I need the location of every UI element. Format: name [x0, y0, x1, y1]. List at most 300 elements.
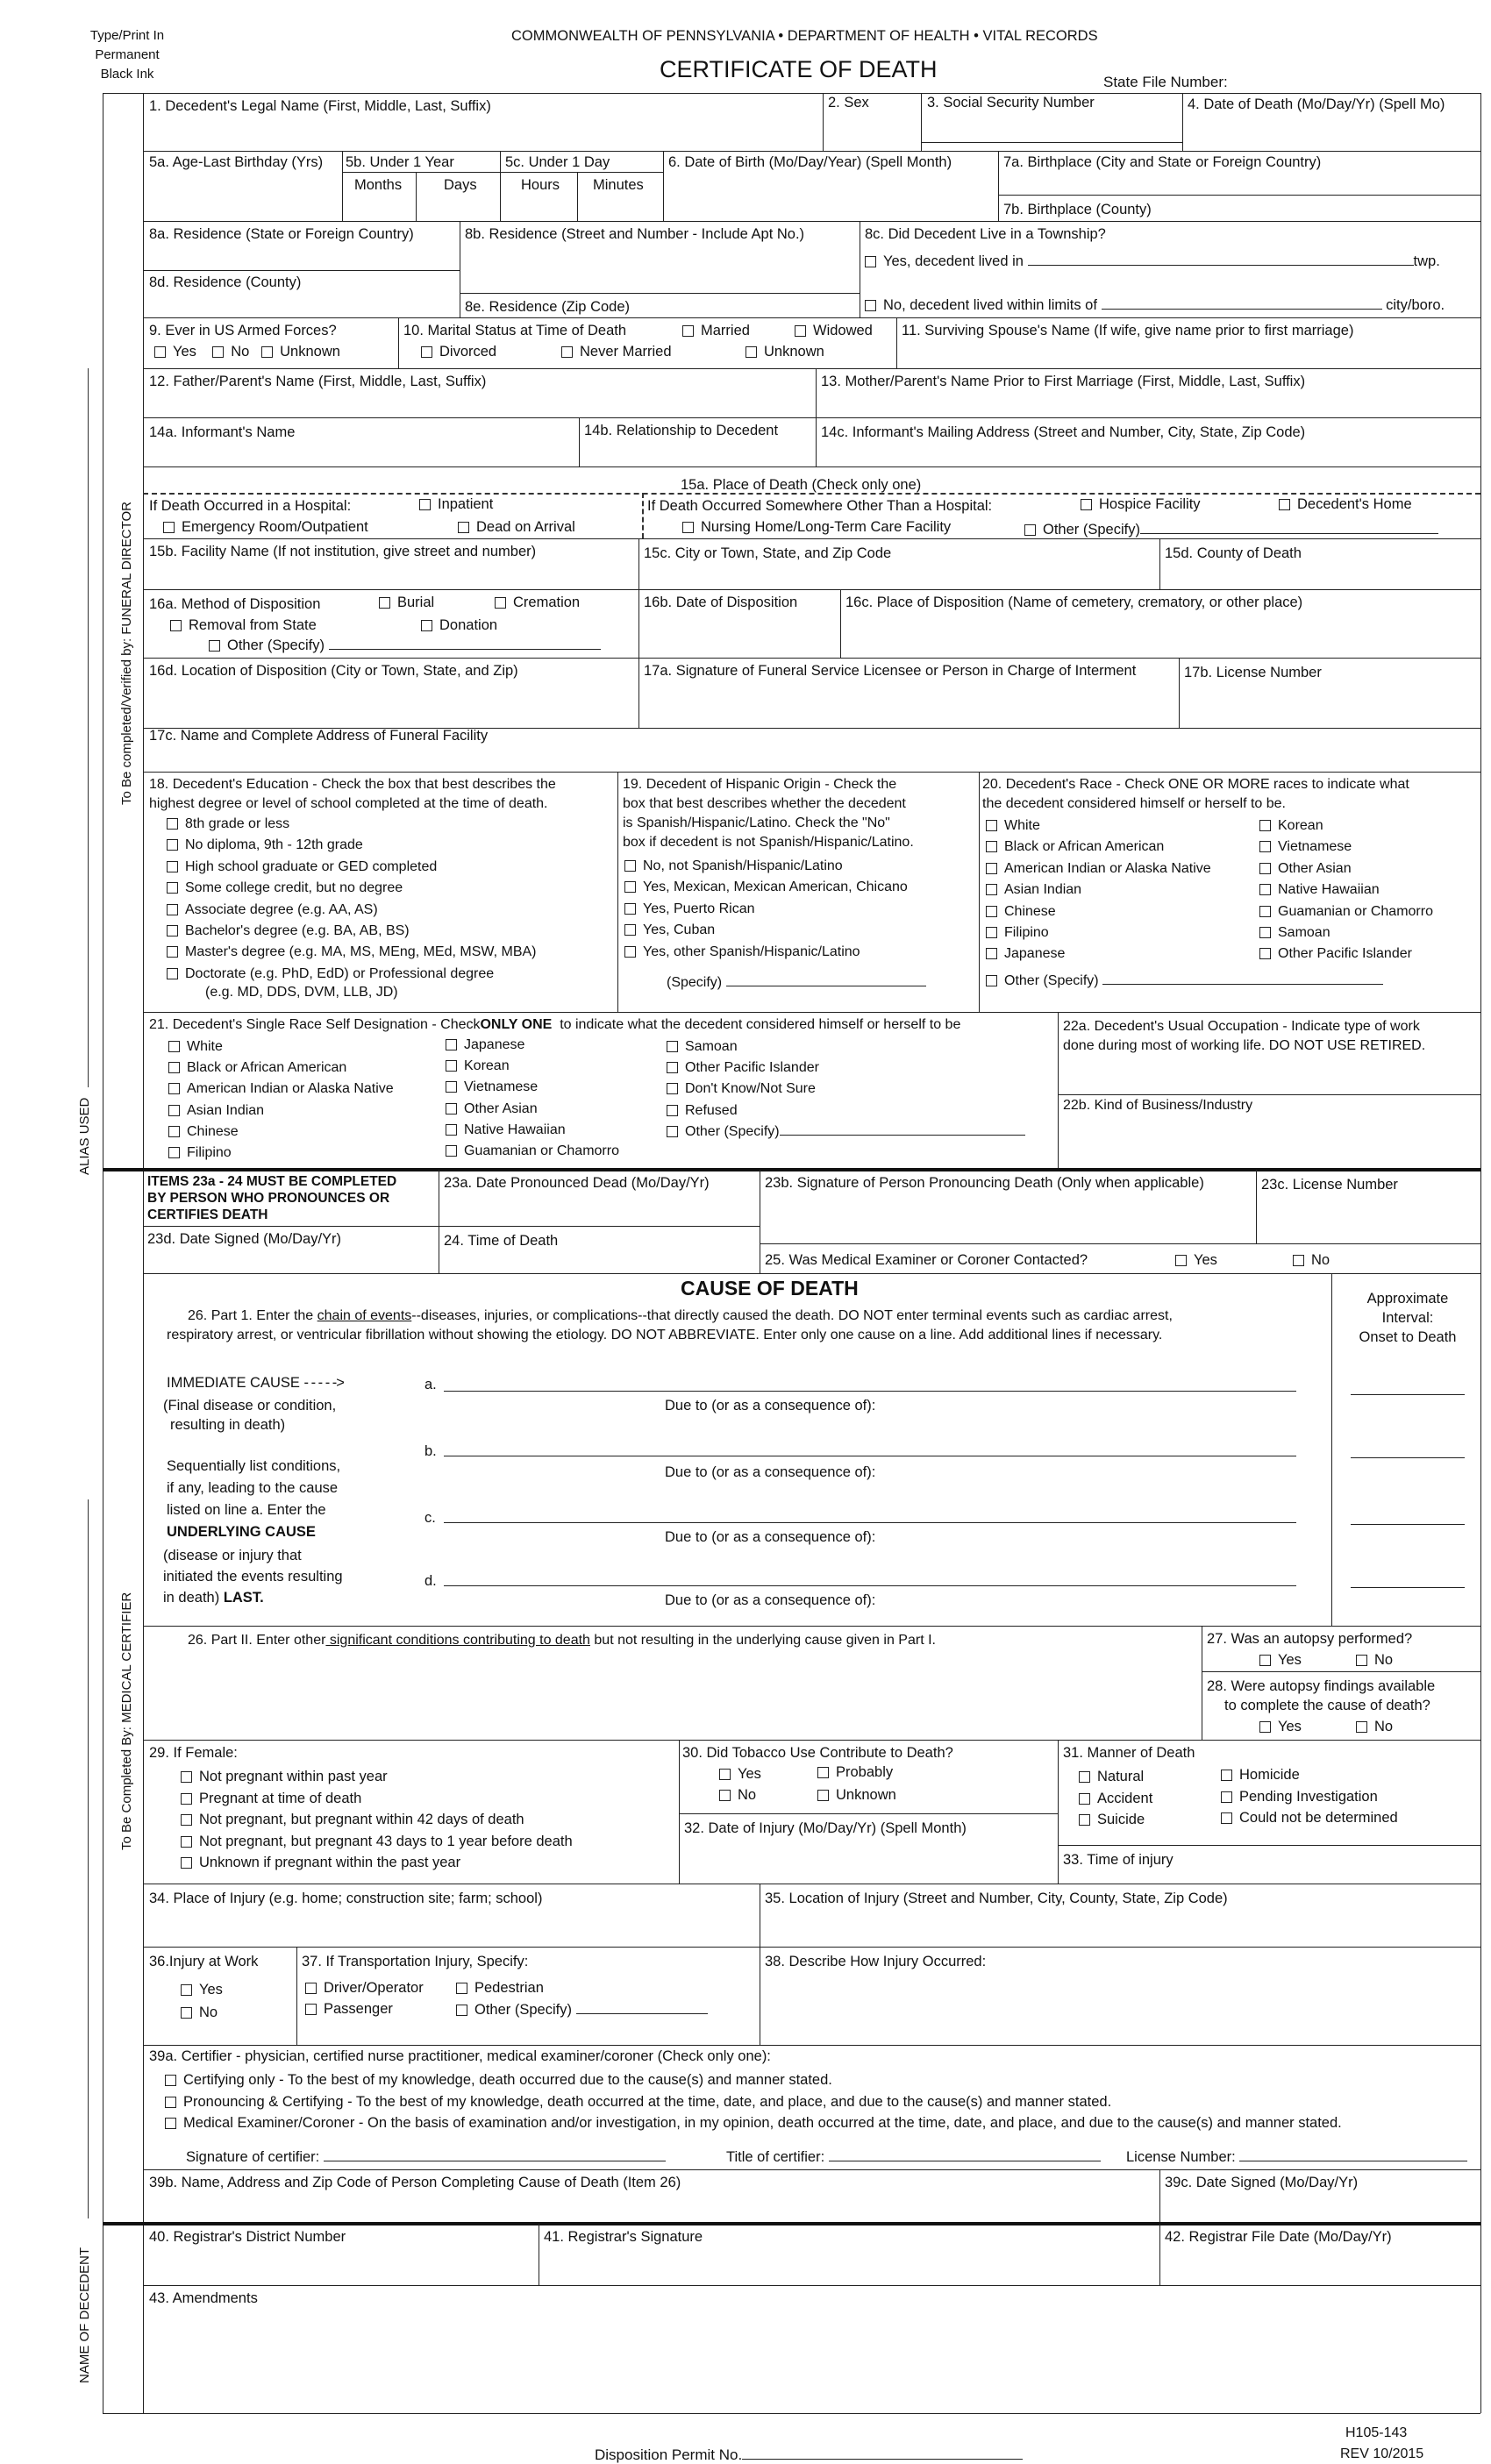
agency-header: COMMONWEALTH OF PENNSYLVANIA • DEPARTMENT OF HEALTH • VITAL RECORDS: [511, 28, 1098, 44]
race-option[interactable]: [1259, 922, 1433, 944]
field-17a-signature[interactable]: 17a. Signature of Funeral Service Licensee or Person in Charge of Interment: [644, 663, 1137, 679]
state-file-label: State File Number:: [1103, 74, 1228, 90]
place-inpatient[interactable]: [419, 496, 493, 513]
preg-option[interactable]: [181, 1809, 573, 1831]
label: Burial: [397, 595, 435, 610]
tobacco-probably[interactable]: [817, 1764, 893, 1781]
due-to-a: Due to (or as a consequence of):: [665, 1398, 876, 1414]
label: Not pregnant, but pregnant 43 days to 1 year before death: [199, 1833, 573, 1849]
label: No: [1311, 1252, 1330, 1268]
trans-pedestrian[interactable]: [456, 1980, 544, 1997]
edu-option[interactable]: [167, 942, 537, 963]
marital-unknown[interactable]: [746, 344, 824, 360]
edu-option[interactable]: [167, 814, 537, 835]
label: --diseases, injuries, or complications--that directly caused the death. DO NOT enter terminal events such as cardiac arrest,: [411, 1308, 1173, 1323]
field-5a-age[interactable]: 5a. Age-Last Birthday (Yrs): [149, 154, 324, 170]
label: No: [199, 2005, 218, 2020]
race-option[interactable]: [986, 837, 1211, 858]
due-to-c: Due to (or as a consequence of):: [665, 1529, 876, 1545]
work-no[interactable]: [181, 2005, 218, 2021]
label: White: [187, 1039, 223, 1054]
label: Korean: [1278, 818, 1323, 833]
page-title: CERTIFICATE OF DEATH: [660, 56, 938, 82]
field-23c-license[interactable]: 23c. License Number: [1261, 1177, 1398, 1193]
side-funeral-director: To Be completed/Verified by: FUNERAL DIRECTOR: [119, 502, 134, 805]
edu-option[interactable]: [167, 900, 537, 921]
manner-option[interactable]: [1079, 1809, 1152, 1831]
disp-donation[interactable]: [421, 617, 497, 634]
field-23b-signature[interactable]: 23b. Signature of Person Pronouncing Death (Only when applicable): [765, 1175, 1204, 1191]
race-option[interactable]: [1259, 901, 1433, 922]
place-doa[interactable]: [458, 519, 575, 536]
label: Yes: [199, 1982, 223, 1998]
label: Sequentially list conditions,: [167, 1458, 341, 1474]
field-7a-birthplace[interactable]: 7a. Birthplace (City and State or Foreign Country): [1003, 154, 1322, 170]
tobacco-yes[interactable]: [719, 1766, 761, 1783]
label: Inpatient: [438, 496, 494, 512]
label: Other (Specify): [1043, 522, 1140, 538]
hisp-option[interactable]: [624, 877, 908, 898]
field-7b-birthplace-county[interactable]: 7b. Birthplace (County): [1003, 202, 1152, 217]
manner-option[interactable]: [1221, 1764, 1398, 1786]
field-41-registrar-signature[interactable]: 41. Registrar's Signature: [544, 2229, 703, 2245]
education-options: [167, 814, 537, 1001]
hisp-option[interactable]: [624, 920, 908, 941]
field-12-father[interactable]: 12. Father/Parent's Name (First, Middle, Last, Suffix): [149, 374, 487, 389]
race21-col2: [446, 1035, 619, 1162]
label: Unknown: [280, 344, 340, 360]
field-22b-business[interactable]: 22b. Kind of Business/Industry: [1063, 1098, 1253, 1113]
label: Asian Indian: [1004, 882, 1082, 898]
ink-note-line: Permanent: [95, 47, 160, 62]
interval-line-a[interactable]: [1351, 1394, 1465, 1395]
label: Dead on Arrival: [476, 519, 575, 535]
field-27-autopsy: 27. Was an autopsy performed?: [1207, 1631, 1413, 1647]
edu-option[interactable]: [167, 964, 537, 985]
race21-option[interactable]: [667, 1058, 1025, 1079]
label: significant conditions contributing to death: [325, 1633, 590, 1648]
interval-line-b[interactable]: [1351, 1457, 1465, 1458]
race21-option[interactable]: [667, 1122, 1025, 1143]
field-10-marital: 10. Marital Status at Time of Death: [403, 323, 627, 338]
hisp-option[interactable]: [624, 856, 908, 877]
label: Master's degree (e.g. MA, MS, MEng, MEd, MSW, MBA): [185, 944, 537, 960]
hisp-option[interactable]: [624, 899, 908, 920]
side-medical-certifier: To Be Completed By: MEDICAL CERTIFIER: [119, 1592, 134, 1850]
field-29-if-female: 29. If Female:: [149, 1745, 238, 1761]
label: 20. Decedent's Race - Check ONE OR MORE races to indicate what: [982, 777, 1409, 792]
race21-col3: [667, 1036, 1025, 1143]
field-18-education: [149, 775, 556, 814]
label: to complete the cause of death?: [1224, 1698, 1430, 1713]
label: done during most of working life. DO NOT USE RETIRED.: [1063, 1038, 1426, 1053]
field-17b-license[interactable]: 17b. License Number: [1184, 665, 1322, 680]
preg-option[interactable]: [181, 1788, 573, 1810]
race-option[interactable]: [986, 922, 1211, 944]
me-yes[interactable]: [1175, 1252, 1217, 1269]
field-38-how-injury[interactable]: 38. Describe How Injury Occurred:: [765, 1954, 987, 1969]
label: Emergency Room/Outpatient: [182, 519, 368, 535]
label: Natural: [1097, 1769, 1145, 1784]
hospital-label: If Death Occurred in a Hospital:: [149, 498, 352, 514]
race21-option[interactable]: [446, 1120, 619, 1141]
label: 26. Part II. Enter other: [188, 1633, 326, 1648]
cert-option[interactable]: [165, 2069, 1342, 2091]
field-2-sex[interactable]: 2. Sex: [828, 95, 869, 110]
field-24-time-of-death[interactable]: 24. Time of Death: [444, 1233, 559, 1249]
field-25-medical-examiner: 25. Was Medical Examiner or Coroner Contacted?: [765, 1252, 1088, 1268]
label: Japanese: [1004, 946, 1066, 962]
certifier-options: [165, 2069, 1342, 2134]
trans-passenger[interactable]: [305, 2001, 393, 2018]
race21-option[interactable]: [168, 1058, 394, 1079]
field-8e-zip[interactable]: 8e. Residence (Zip Code): [465, 299, 631, 315]
field-32-date-of-injury[interactable]: 32. Date of Injury (Mo/Day/Yr) (Spell Month): [684, 1820, 967, 1836]
label: No diploma, 9th - 12th grade: [185, 837, 363, 853]
field-39c-date-signed[interactable]: 39c. Date Signed (Mo/Day/Yr): [1165, 2175, 1359, 2190]
field-16d-location[interactable]: 16d. Location of Disposition (City or Town, State, and Zip): [149, 663, 518, 679]
autopsy-no[interactable]: [1356, 1652, 1393, 1669]
cause-line-d[interactable]: [444, 1585, 1296, 1586]
race21-option[interactable]: [667, 1100, 1025, 1122]
cause-line-a[interactable]: [444, 1391, 1296, 1392]
field-39b-person-completing[interactable]: 39b. Name, Address and Zip Code of Person Completing Cause of Death (Item 26): [149, 2175, 681, 2190]
field-8c-yes[interactable]: [865, 253, 1440, 270]
label: Medical Examiner/Coroner - On the basis of examination and/or investigation, in my opinion, death occurred at the time, date, and place, and due to the cause(s) and manner stated.: [183, 2115, 1342, 2131]
edu-option-cont: (e.g. MD, DDS, DVM, LLB, JD): [205, 985, 398, 1001]
hisp-option[interactable]: [624, 942, 908, 963]
label: Native Hawaiian: [1278, 882, 1380, 898]
field-5c-minutes[interactable]: Minutes: [593, 177, 644, 193]
ink-note-line: Type/Print In: [89, 28, 165, 43]
field-17c-funeral-facility[interactable]: 17c. Name and Complete Address of Funeral Facility: [149, 728, 489, 744]
label: Unknown if pregnant within the past year: [199, 1855, 461, 1870]
me-no[interactable]: [1293, 1252, 1330, 1269]
cert-option[interactable]: [165, 2112, 1342, 2134]
marital-divorced[interactable]: [421, 344, 496, 360]
label: Approximate: [1366, 1291, 1449, 1307]
label: listed on line a. Enter the: [167, 1502, 326, 1518]
field-15c-city[interactable]: 15c. City or Town, State, and Zip Code: [644, 545, 892, 561]
label: initiated the events resulting: [163, 1569, 343, 1585]
race21-option[interactable]: [446, 1056, 619, 1077]
label: Married: [701, 323, 750, 338]
checkbox[interactable]: [865, 256, 876, 267]
tobacco-no[interactable]: [719, 1787, 756, 1804]
field-5b-days[interactable]: Days: [444, 177, 477, 193]
field-23a-date-pronounced[interactable]: 23a. Date Pronounced Dead (Mo/Day/Yr): [444, 1175, 710, 1191]
items-23-notice: [147, 1173, 396, 1223]
label: Yes, Mexican, Mexican American, Chicano: [643, 879, 908, 895]
field-19-hispanic: [623, 775, 914, 852]
field-8c-no[interactable]: [865, 296, 1445, 314]
label: CERTIFIES DEATH: [147, 1207, 268, 1222]
label: Yes: [738, 1766, 761, 1782]
race-option[interactable]: [986, 858, 1211, 879]
field-20-race: [982, 775, 1409, 814]
label: 19. Decedent of Hispanic Origin - Check the: [623, 777, 897, 792]
field-28-autopsy-findings: [1207, 1677, 1435, 1715]
cause-line-c[interactable]: [444, 1522, 1296, 1523]
field-16c-place-disposition[interactable]: 16c. Place of Disposition (Name of cemetery, crematory, or other place): [845, 595, 1303, 610]
field-8d-residence-county[interactable]: 8d. Residence (County): [149, 274, 302, 290]
line-b-marker: b.: [424, 1443, 437, 1459]
part1-instructions-2: respiratory arrest, or ventricular fibrillation without showing the etiology. DO NOT ABBREVIATE. Enter only one cause on a line. Add additional lines if necessary.: [167, 1328, 1163, 1342]
label: Other Asian: [464, 1100, 538, 1116]
label: box if decedent is not Spanish/Hispanic/Latino.: [623, 835, 914, 850]
label: 28. Were autopsy findings available: [1207, 1678, 1436, 1694]
label: Yes: [1278, 1719, 1302, 1734]
edu-option[interactable]: [167, 857, 537, 878]
interval-line-c[interactable]: [1351, 1524, 1465, 1525]
other-place-label: If Death Occurred Somewhere Other Than a Hospital:: [647, 498, 993, 514]
field-16b-date-disposition[interactable]: 16b. Date of Disposition: [644, 595, 798, 610]
field-43-amendments[interactable]: 43. Amendments: [149, 2290, 258, 2306]
autopsy-yes[interactable]: [1259, 1652, 1302, 1669]
label: Native Hawaiian: [464, 1122, 566, 1137]
hispanic-options: [624, 856, 908, 963]
place-nursing-home[interactable]: [682, 519, 951, 536]
label: Other (Specify): [1004, 973, 1099, 988]
edu-option[interactable]: [167, 878, 537, 899]
label: Yes: [173, 344, 196, 360]
signature-of-certifier[interactable]: [186, 2148, 666, 2166]
race-other[interactable]: [986, 972, 1383, 989]
label: Refused: [685, 1102, 738, 1118]
disp-other[interactable]: [209, 637, 601, 654]
label: Some college credit, but no degree: [185, 880, 403, 896]
label: 8th grade or less: [185, 816, 290, 831]
manner-option[interactable]: [1079, 1788, 1152, 1810]
field-5b-months[interactable]: Months: [354, 177, 403, 193]
trans-driver[interactable]: [305, 1980, 424, 1997]
label: Yes: [1278, 1652, 1302, 1668]
race21-option[interactable]: [446, 1099, 619, 1120]
tobacco-unknown[interactable]: [817, 1787, 896, 1804]
field-4-date-of-death[interactable]: 4. Date of Death (Mo/Day/Yr) (Spell Mo): [1188, 96, 1445, 112]
label: Cremation: [513, 595, 581, 610]
label: Removal from State: [189, 617, 317, 633]
race-option[interactable]: [986, 815, 1211, 837]
label: Nursing Home/Long-Term Care Facility: [701, 519, 952, 535]
field-40-district-number[interactable]: 40. Registrar's District Number: [149, 2229, 346, 2245]
label: 18. Decedent's Education - Check the box that best describes the: [149, 777, 556, 792]
work-yes[interactable]: [181, 1982, 223, 1998]
edu-option[interactable]: [167, 921, 537, 942]
label: Suicide: [1097, 1812, 1145, 1827]
label: Not pregnant within past year: [199, 1769, 388, 1784]
part2-instructions[interactable]: [188, 1633, 936, 1649]
disp-burial[interactable]: [379, 595, 434, 611]
label: Black or African American: [1004, 839, 1165, 855]
title-of-certifier[interactable]: [726, 2148, 1101, 2166]
field-31-manner: 31. Manner of Death: [1063, 1745, 1195, 1761]
preg-option[interactable]: [181, 1831, 573, 1853]
label: ITEMS 23a - 24 MUST BE COMPLETED: [147, 1174, 397, 1189]
label: Homicide: [1239, 1767, 1300, 1783]
sequential-label: [167, 1456, 340, 1543]
field-11-spouse[interactable]: 11. Surviving Spouse's Name (If wife, give name prior to first marriage): [902, 323, 1354, 338]
race21-option[interactable]: [446, 1077, 619, 1098]
edu-option[interactable]: [167, 835, 537, 856]
cert-option[interactable]: [165, 2091, 1342, 2113]
field-14a-informant[interactable]: 14a. Informant's Name: [149, 424, 296, 440]
label: 26. Part 1. Enter the: [188, 1308, 317, 1323]
race21-option[interactable]: [667, 1079, 1025, 1100]
manner-option[interactable]: [1221, 1786, 1398, 1808]
field-8b-residence-street[interactable]: 8b. Residence (Street and Number - Include Apt No.): [465, 226, 805, 242]
label: chain of events: [317, 1308, 412, 1323]
bottom-border: [103, 2413, 1480, 2414]
label: Not pregnant, but pregnant within 42 days of death: [199, 1812, 524, 1827]
due-to-d: Due to (or as a consequence of):: [665, 1592, 876, 1608]
field-22a-occupation[interactable]: [1063, 1017, 1425, 1056]
disp-cremation[interactable]: [495, 595, 580, 611]
label: Unknown: [836, 1787, 896, 1803]
label: resulting in death): [170, 1417, 286, 1433]
field-15b-facility[interactable]: 15b. Facility Name (If not institution, give street and number): [149, 544, 537, 559]
side-name-of-decedent: NAME OF DECEDENT: [77, 2247, 92, 2383]
label: Driver/Operator: [324, 1980, 424, 1996]
label: No: [738, 1787, 757, 1803]
marital-never-married[interactable]: [561, 344, 672, 360]
form-revision: REV 10/2015: [1340, 2446, 1424, 2461]
field-42-registrar-file-date[interactable]: 42. Registrar File Date (Mo/Day/Yr): [1165, 2229, 1392, 2245]
field-1-legal-name[interactable]: 1. Decedent's Legal Name (First, Middle, Last, Suffix): [149, 98, 491, 114]
race-right-options: [1259, 815, 1433, 965]
label: IMMEDIATE CAUSE: [167, 1375, 300, 1391]
preg-option[interactable]: [181, 1852, 573, 1874]
checkbox[interactable]: [865, 300, 876, 311]
label: Donation: [439, 617, 498, 633]
field-39a-certifier: 39a. Certifier - physician, certified nurse practitioner, medical examiner/coroner (Check only one):: [149, 2048, 771, 2064]
field-5c-hours[interactable]: Hours: [521, 177, 560, 193]
field-34-place-of-injury[interactable]: 34. Place of Injury (e.g. home; construction site; farm; school): [149, 1891, 543, 1906]
race21-option[interactable]: [168, 1079, 394, 1100]
label: Hospice Facility: [1099, 496, 1201, 512]
label: Other (Specify): [685, 1123, 780, 1139]
inner-left-border: [143, 93, 144, 2413]
label: License Number:: [1126, 2149, 1236, 2165]
place-er[interactable]: [163, 519, 368, 536]
hisp-specify[interactable]: [667, 973, 926, 991]
line-a-marker: a.: [424, 1377, 437, 1392]
place-home[interactable]: [1279, 496, 1412, 513]
label: Pedestrian: [474, 1980, 544, 1996]
cause-of-death-title: CAUSE OF DEATH: [681, 1277, 859, 1300]
label: No, not Spanish/Hispanic/Latino: [643, 858, 843, 873]
race-left-options: [986, 815, 1211, 965]
side-alias-used: ALIAS USED: [77, 1097, 92, 1175]
preg-option[interactable]: [181, 1766, 573, 1788]
label: Black or African American: [187, 1060, 347, 1076]
label: Filipino: [187, 1145, 232, 1161]
race-option[interactable]: [1259, 858, 1433, 879]
label: 21. Decedent's Single Race Self Designation - Check: [149, 1017, 481, 1032]
label: highest degree or level of school completed at the time of death.: [149, 796, 548, 811]
immediate-cause-label: IMMEDIATE CAUSE - - - - ->: [167, 1375, 344, 1391]
label: Other (Specify): [474, 2002, 572, 2018]
label: Other Pacific Islander: [1278, 946, 1412, 962]
race21-option[interactable]: [667, 1036, 1025, 1058]
field-23d-date-signed[interactable]: 23d. Date Signed (Mo/Day/Yr): [147, 1231, 342, 1247]
label: Pronouncing & Certifying - To the best of my knowledge, death occurred at the time, date, and place, and due to the cause(s) and manner stated.: [183, 2093, 1112, 2110]
label: Accident: [1097, 1790, 1153, 1806]
field-8a-residence-state[interactable]: 8a. Residence (State or Foreign Country): [149, 226, 414, 242]
findings-no[interactable]: [1356, 1719, 1393, 1735]
label: Vietnamese: [464, 1079, 539, 1095]
field-6-date-of-birth[interactable]: 6. Date of Birth (Mo/Day/Year) (Spell Month): [668, 154, 952, 170]
immediate-cause-sub: [163, 1396, 336, 1435]
label: No, decedent lived within limits of: [883, 297, 1097, 313]
findings-yes[interactable]: [1259, 1719, 1302, 1735]
manner-option[interactable]: [1221, 1807, 1398, 1829]
race21-option[interactable]: [446, 1141, 619, 1162]
field-15a-place-of-death: 15a. Place of Death (Check only one): [681, 477, 922, 493]
field-13-mother[interactable]: 13. Mother/Parent's Name Prior to First Marriage (First, Middle, Last, Suffix): [821, 374, 1306, 389]
label: to indicate what the decedent considered himself or herself to be: [560, 1017, 961, 1032]
race21-option[interactable]: [168, 1036, 394, 1058]
race21-option[interactable]: [446, 1035, 619, 1056]
race-option[interactable]: [1259, 879, 1433, 901]
label: Bachelor's degree (e.g. BA, AB, BS): [185, 923, 410, 939]
field-9-options[interactable]: [154, 344, 340, 360]
label: Filipino: [1004, 925, 1049, 941]
race-option[interactable]: [986, 879, 1211, 901]
race-option[interactable]: [1259, 944, 1433, 965]
label: Guamanian or Chamorro: [464, 1143, 619, 1159]
field-21-single-race: [149, 1017, 960, 1033]
race-option[interactable]: [1259, 837, 1433, 858]
race21-option[interactable]: [168, 1122, 394, 1143]
pregnancy-options: [181, 1766, 573, 1874]
label: if any, leading to the cause: [167, 1480, 339, 1496]
label: Yes, Puerto Rican: [643, 901, 755, 916]
manner-option[interactable]: [1079, 1766, 1152, 1788]
label: is Spanish/Hispanic/Latino. Check the "No": [623, 815, 890, 830]
disp-removal[interactable]: [170, 617, 317, 634]
race-option[interactable]: [1259, 815, 1433, 837]
label: Yes, decedent lived in: [883, 253, 1024, 269]
label: Chinese: [187, 1123, 239, 1139]
marital-married[interactable]: [682, 323, 750, 339]
interval-line-d[interactable]: [1351, 1587, 1465, 1588]
part1-instructions: [188, 1308, 1173, 1324]
label: American Indian or Alaska Native: [187, 1081, 394, 1097]
place-hospice[interactable]: [1081, 496, 1201, 513]
race-option[interactable]: [986, 944, 1211, 965]
certifier-license[interactable]: [1126, 2148, 1467, 2166]
field-14c-informant-address[interactable]: 14c. Informant's Mailing Address (Street and Number, City, State, Zip Code): [821, 424, 1306, 440]
field-3-ssn[interactable]: 3. Social Security Number: [927, 95, 1095, 110]
label: Don't Know/Not Sure: [685, 1081, 816, 1097]
label: Could not be determined: [1239, 1810, 1398, 1826]
label: UNDERLYING CAUSE: [167, 1524, 316, 1540]
trans-other[interactable]: [456, 2001, 708, 2019]
label: No: [231, 344, 250, 360]
field-15d-county[interactable]: 15d. County of Death: [1165, 545, 1302, 561]
label: BY PERSON WHO PRONOUNCES OR: [147, 1191, 390, 1206]
field-14b-relationship[interactable]: 14b. Relationship to Decedent: [584, 423, 779, 438]
race-option[interactable]: [986, 901, 1211, 922]
field-33-time-of-injury[interactable]: 33. Time of injury: [1063, 1852, 1174, 1868]
place-other[interactable]: [1024, 521, 1438, 538]
ink-note: [61, 26, 193, 84]
race21-option[interactable]: [168, 1143, 394, 1164]
field-35-location-of-injury[interactable]: 35. Location of Injury (Street and Number, City, County, State, Zip Code): [765, 1891, 1228, 1906]
race21-option[interactable]: [168, 1100, 394, 1122]
marital-widowed[interactable]: [795, 323, 873, 339]
